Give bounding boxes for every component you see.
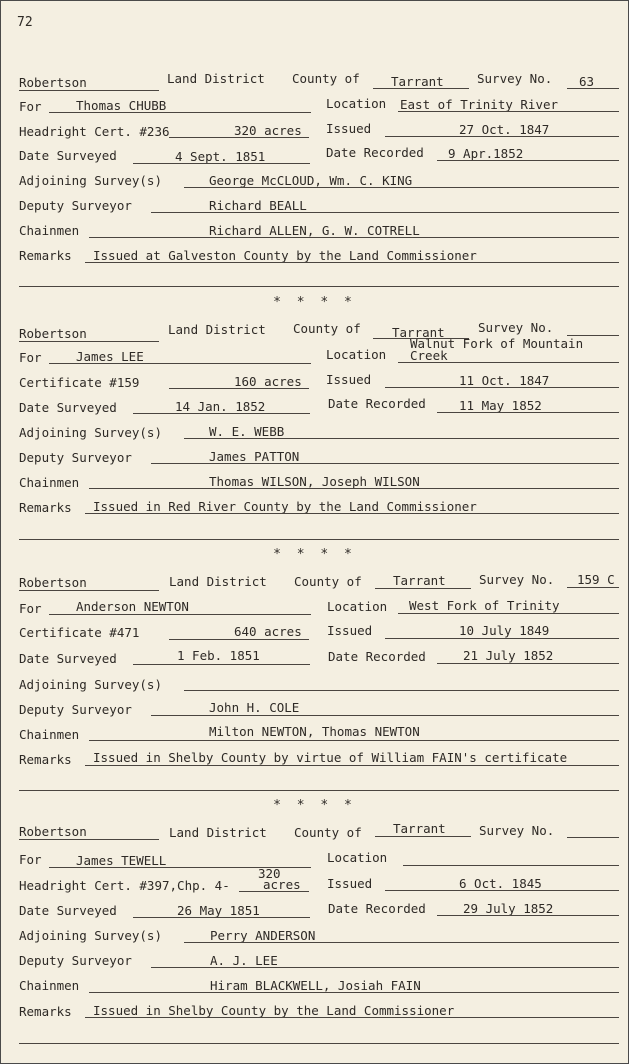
district-value: Robertson	[19, 824, 87, 839]
date-recorded-label: Date Recorded	[328, 901, 426, 916]
adjoining-label: Adjoining Survey(s)	[19, 677, 162, 692]
county-label: County of	[292, 71, 360, 86]
county-label: County of	[294, 825, 362, 840]
acres-value: 160 acres	[234, 374, 302, 389]
certificate-label: Certificate #159	[19, 375, 140, 390]
deputy-value: A. J. LEE	[210, 953, 278, 968]
page-number: 72	[17, 15, 33, 30]
location-value: Walnut Fork of Mountain	[410, 336, 584, 351]
date-recorded-value: 21 July 1852	[463, 648, 554, 663]
chainmen-label: Chainmen	[19, 727, 80, 742]
for-value: Thomas CHUBB	[76, 98, 167, 113]
date-surveyed-value: 1 Feb. 1851	[177, 648, 260, 663]
date-surveyed-value: 4 Sept. 1851	[175, 149, 266, 164]
remarks-value: Issued in Red River County by the Land Commissioner	[93, 499, 477, 514]
district-value: Robertson	[19, 575, 87, 590]
date-recorded-value: 11 May 1852	[459, 398, 542, 413]
issued-label: Issued	[326, 121, 372, 136]
adjoining-value: George McCLOUD, Wm. C. KING	[209, 173, 413, 188]
acres-value: 320 acres	[234, 123, 302, 138]
deputy-label: Deputy Surveyor	[19, 953, 132, 968]
county-label: County of	[294, 574, 362, 589]
land-district-label: Land District	[167, 71, 265, 86]
land-district-label: Land District	[168, 322, 266, 337]
issued-label: Issued	[327, 876, 373, 891]
for-value: Anderson NEWTON	[76, 599, 189, 614]
chainmen-label: Chainmen	[19, 978, 80, 993]
for-label: For	[19, 350, 42, 365]
acres-value: acres	[263, 877, 301, 892]
date-surveyed-label: Date Surveyed	[19, 148, 117, 163]
certificate-label: Headright Cert. #397,Chp. 4-	[19, 878, 230, 893]
date-surveyed-value: 14 Jan. 1852	[175, 399, 266, 414]
for-label: For	[19, 852, 42, 867]
county-value: Tarrant	[393, 821, 446, 836]
remarks-label: Remarks	[19, 752, 72, 767]
date-surveyed-value: 26 May 1851	[177, 903, 260, 918]
certificate-label: Certificate #471	[19, 625, 140, 640]
land-district-label: Land District	[169, 574, 267, 589]
adjoining-value: W. E. WEBB	[209, 424, 285, 439]
county-label: County of	[293, 321, 361, 336]
deputy-value: James PATTON	[209, 449, 300, 464]
chainmen-value: Hiram BLACKWELL, Josiah FAIN	[210, 978, 421, 993]
survey-no-label: Survey No.	[479, 823, 555, 838]
deputy-value: John H. COLE	[209, 700, 300, 715]
record-separator: * * * *	[273, 798, 356, 813]
chainmen-value: Richard ALLEN, G. W. COTRELL	[209, 223, 420, 238]
chainmen-value: Milton NEWTON, Thomas NEWTON	[209, 724, 420, 739]
chainmen-label: Chainmen	[19, 223, 80, 238]
location-label: Location	[326, 347, 387, 362]
date-recorded-label: Date Recorded	[328, 396, 426, 411]
for-value: James LEE	[76, 349, 144, 364]
district-value: Robertson	[19, 75, 87, 90]
adjoining-label: Adjoining Survey(s)	[19, 928, 162, 943]
county-value: Tarrant	[393, 573, 446, 588]
remarks-value: Issued at Galveston County by the Land Commissioner	[93, 248, 477, 263]
deputy-value: Richard BEALL	[209, 198, 307, 213]
survey-no-label: Survey No.	[477, 71, 553, 86]
date-recorded-value: 29 July 1852	[463, 901, 554, 916]
location-label: Location	[326, 96, 387, 111]
location-value: East of Trinity River	[400, 97, 559, 112]
issued-label: Issued	[327, 623, 373, 638]
chainmen-value: Thomas WILSON, Joseph WILSON	[209, 474, 420, 489]
survey-no-label: Survey No.	[478, 320, 554, 335]
date-surveyed-label: Date Surveyed	[19, 651, 117, 666]
remarks-value: Issued in Shelby County by the Land Commissioner	[93, 1003, 455, 1018]
remarks-label: Remarks	[19, 1004, 72, 1019]
for-label: For	[19, 99, 42, 114]
chainmen-label: Chainmen	[19, 475, 80, 490]
date-surveyed-label: Date Surveyed	[19, 400, 117, 415]
location-label: Location	[327, 599, 388, 614]
certificate-label: Headright Cert. #236	[19, 124, 170, 139]
county-value: Tarrant	[392, 325, 445, 340]
adjoining-label: Adjoining Survey(s)	[19, 173, 162, 188]
issued-value: 6 Oct. 1845	[459, 876, 542, 891]
date-recorded-label: Date Recorded	[326, 145, 424, 160]
district-value: Robertson	[19, 326, 87, 341]
county-value: Tarrant	[391, 74, 444, 89]
for-label: For	[19, 601, 42, 616]
remarks-value: Issued in Shelby County by virtue of William FAIN's certificate	[93, 750, 568, 765]
date-recorded-label: Date Recorded	[328, 649, 426, 664]
deputy-label: Deputy Surveyor	[19, 702, 132, 717]
survey-no-value: 63	[579, 74, 595, 89]
location-label: Location	[327, 850, 388, 865]
location-value: West Fork of Trinity	[409, 598, 560, 613]
issued-value: 11 Oct. 1847	[459, 373, 550, 388]
for-value: James TEWELL	[76, 853, 167, 868]
issued-label: Issued	[326, 372, 372, 387]
record-separator: * * * *	[273, 547, 356, 562]
adjoining-label: Adjoining Survey(s)	[19, 425, 162, 440]
acres-value: 640 acres	[234, 624, 302, 639]
date-recorded-value: 9 Apr.1852	[448, 146, 524, 161]
survey-no-label: Survey No.	[479, 572, 555, 587]
location-value-line2: Creek	[410, 348, 448, 363]
acres-top-value: 320	[258, 866, 281, 881]
adjoining-value: Perry ANDERSON	[210, 928, 316, 943]
remarks-label: Remarks	[19, 248, 72, 263]
remarks-label: Remarks	[19, 500, 72, 515]
issued-value: 10 July 1849	[459, 623, 550, 638]
issued-value: 27 Oct. 1847	[459, 122, 550, 137]
date-surveyed-label: Date Surveyed	[19, 903, 117, 918]
deputy-label: Deputy Surveyor	[19, 450, 132, 465]
deputy-label: Deputy Surveyor	[19, 198, 132, 213]
survey-no-value: 159 C	[577, 572, 615, 587]
land-district-label: Land District	[169, 825, 267, 840]
record-separator: * * * *	[273, 295, 356, 310]
